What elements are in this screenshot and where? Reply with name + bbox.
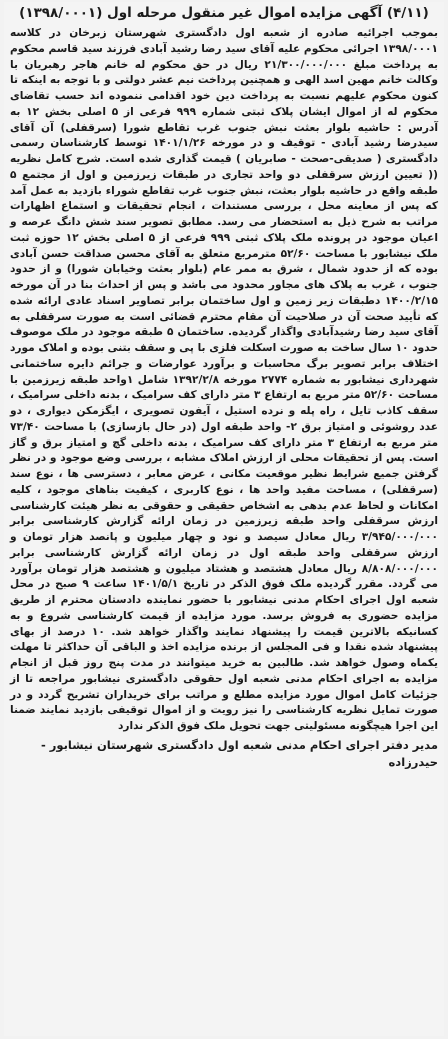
notice-signature: مدیر دفتر اجرای احکام مدنی شعبه اول دادگستری شهرستان نیشابور - حیدرزاده bbox=[40, 737, 438, 769]
notice-title: (۴/۱۱) آگهی مزایده اموال غیر منقول مرحله اول (۱۳۹۸/۰۰۰۱) bbox=[19, 5, 429, 21]
notice-body: بموجب اجرائیه صادره از شعبه اول دادگستری شهرستان زبرخان در کلاسه ۱۳۹۸/۰۰۰۱ اجرائی محکوم علیه آقای سید رضا رشید آبادی فرزند سید قاسم محکوم به پرداخت مبلغ ۲۱/۳۰۰/۰۰۰/۰۰۰ ریال در حق محکوم له خانم هاجر رهبریان با وکالت خانم مهین اسد الهی و همچنین پرداخت نیم عشر دولتی و با توجه به اینکه تا کنون محکوم علیهم نسبت به پرداخت دین خود اقدامی ننموده اند حسب تقاضای محکوم له از اموال ایشان پلاک ثبتی شماره ۹۹۹ فرعی از ۵ اصلی بخش ۱۲ به آدرس : حاشیه بلوار بعثت نبش جنوب غرب تقاطع شورا (سرقفلی) آن آقای سیدرضا رشید آبادی - توقیف و در مورخه ۱۴۰۱/۱/۲۶ توسط کارشناسان رسمی دادگستری ( صدیقی-صحت - صابریان ) قیمت گذاری شده است. شرح کامل نظریه (( تعیین ارزش سرقفلی دو واحد تجاری در طبقات زیرزمین و اول از مجتمع ۵ طبقه واقع در حاشیه بلوار بعثت، نبش جنوب غرب تقاطع شوراء بازدید به عمل آمد که پس از معاینه محل ، بررسی مستندات ، انجام تحقیقات و استماع اظهارات مراتب به شرح ذیل به استحضار می رسد. مطابق تصویر سند شش دانگ عرصه و اعیان موجود در پرونده ملک پلاک ثبتی ۹۹۹ فرعی از ۵ اصلی بخش ۱۲ حوزه ثبت ملک نیشابور با مساحت ۵۲/۶۰ مترمربع متعلق به آقای محسن صداقت حسن آبادی بوده که از حدود شمال ، شرق به ممر عام (بلوار بعثت وخیابان شورا) و از حدود جنوب ، غرب به پلاک های مجاور محدود می باشد و پس از احداث بنا در آن مورخه ۱۴۰۰/۲/۱۵ دطبقات زیر زمین و اول ساختمان برابر تصاویر اسناد عادی ارائه شده که تأیید صحت آن در صلاحیت آن مقام محترم قضائی است به صورت سرقفلی به آقای سید رضا رشیدآبادی واگذار گردیده. ساختمان ۵ طبقه موجود در ملک موصوف حدود ۱۰ سال ساخت به صورت اسکلت فلزی با پی و سقف بتنی بوده و املاک مورد اختلاف برابر تصویر برگ محاسبات و برآورد عوارضات و جرائم دایره ساختمانی شهرداری نیشابور به شماره ۲۷۷۴ مورخه ۱۳۹۲/۲/۸ شامل ۱واحد طبقه زیرزمین با مساحت ۵۲/۶۰ متر مربع به ارتفاع ۳ متر دارای کف سرامیک ، بدنه داخلی سرامیک ، سقف کاذب تایل ، راه پله و نرده استیل ، آیفون تصویری ، ایگزمکن دیواری ، دو عدد روشوئی و امتیاز برق ۲- واحد طبقه اول (در حال بازسازی) با مساحت ۷۳/۴۰ متر مربع به ارتفاع ۳ متر دارای کف سرامیک ، بدنه داخلی گچ و امتیاز برق و گاز است. پس از تحقیقات محلی از ارزش املاک مشابه ، بررسی وضع موجود و در نظر گرفتن جمیع شرایط نظیر موقعیت مکانی ، عرض معابر ، دسترسی ها ، نوع سند (سرقفلی) ، مساحت مفید واحد ها ، نوع کاربری ، کیفیت بناهای موجود ، کلیه امکانات و لحاظ عدم بدهی به اشخاص حقیقی و حقوقی به نظر هیئت کارشناسی ارزش سرقفلی واحد طبقه زیرزمین در زمان ارائه گزارش کارشناسی برابر ۳/۹۴۵/۰۰۰/۰۰۰ ریال معادل سیصد و نود و چهار میلیون و پانصد هزار تومان و ارزش سرقفلی واحد طبقه اول در زمان ارائه گزارش کارشناسی برابر ۸/۸۰۸/۰۰۰/۰۰۰ ریال معادل هشتصد و هشتاد میلیون و هشتصد هزار تومان برآورد می گردد. مقرر گردیده ملک فوق الذکر در تاریخ ۱۴۰۱/۵/۱ ساعت ۹ صبح در محل شعبه اول اجرای احکام مدنی نیشابور با حضور نماینده دادستان محترم از طریق مزایده حضوری به فروش برسد. مورد مزایده از قیمت کارشناسی شروع و به کسانیکه بالاترین قیمت را پیشنهاد نمایند واگذار خواهد شد. ۱۰ درصد از بهای پیشنهاد شده نقدا و فی المجلس از برنده مزایده اخذ و الباقی آن حداکثر تا مهلت یکماه وصول خواهد شد. طالبین به خرید میتوانند در مدت پنج روز قبل از انجام مزایده به اجرای احکام مدنی شعبه اول حقوقی دادگستری نیشابور مراجعه تا از جزئیات کامل اموال مورد مزایده مطلع و مراتب برای خریداران تشریح گردد و در صورت تمایل نظریه کارشناسی را نیز رویت و از اموال توقیفی بازدید نمایند ضمنا این اجرا هیچگونه مسئولیتی جهت تحویل ملک فوق الذکر ندارد bbox=[10, 27, 439, 732]
newspaper-notice bbox=[4, 2, 444, 1036]
